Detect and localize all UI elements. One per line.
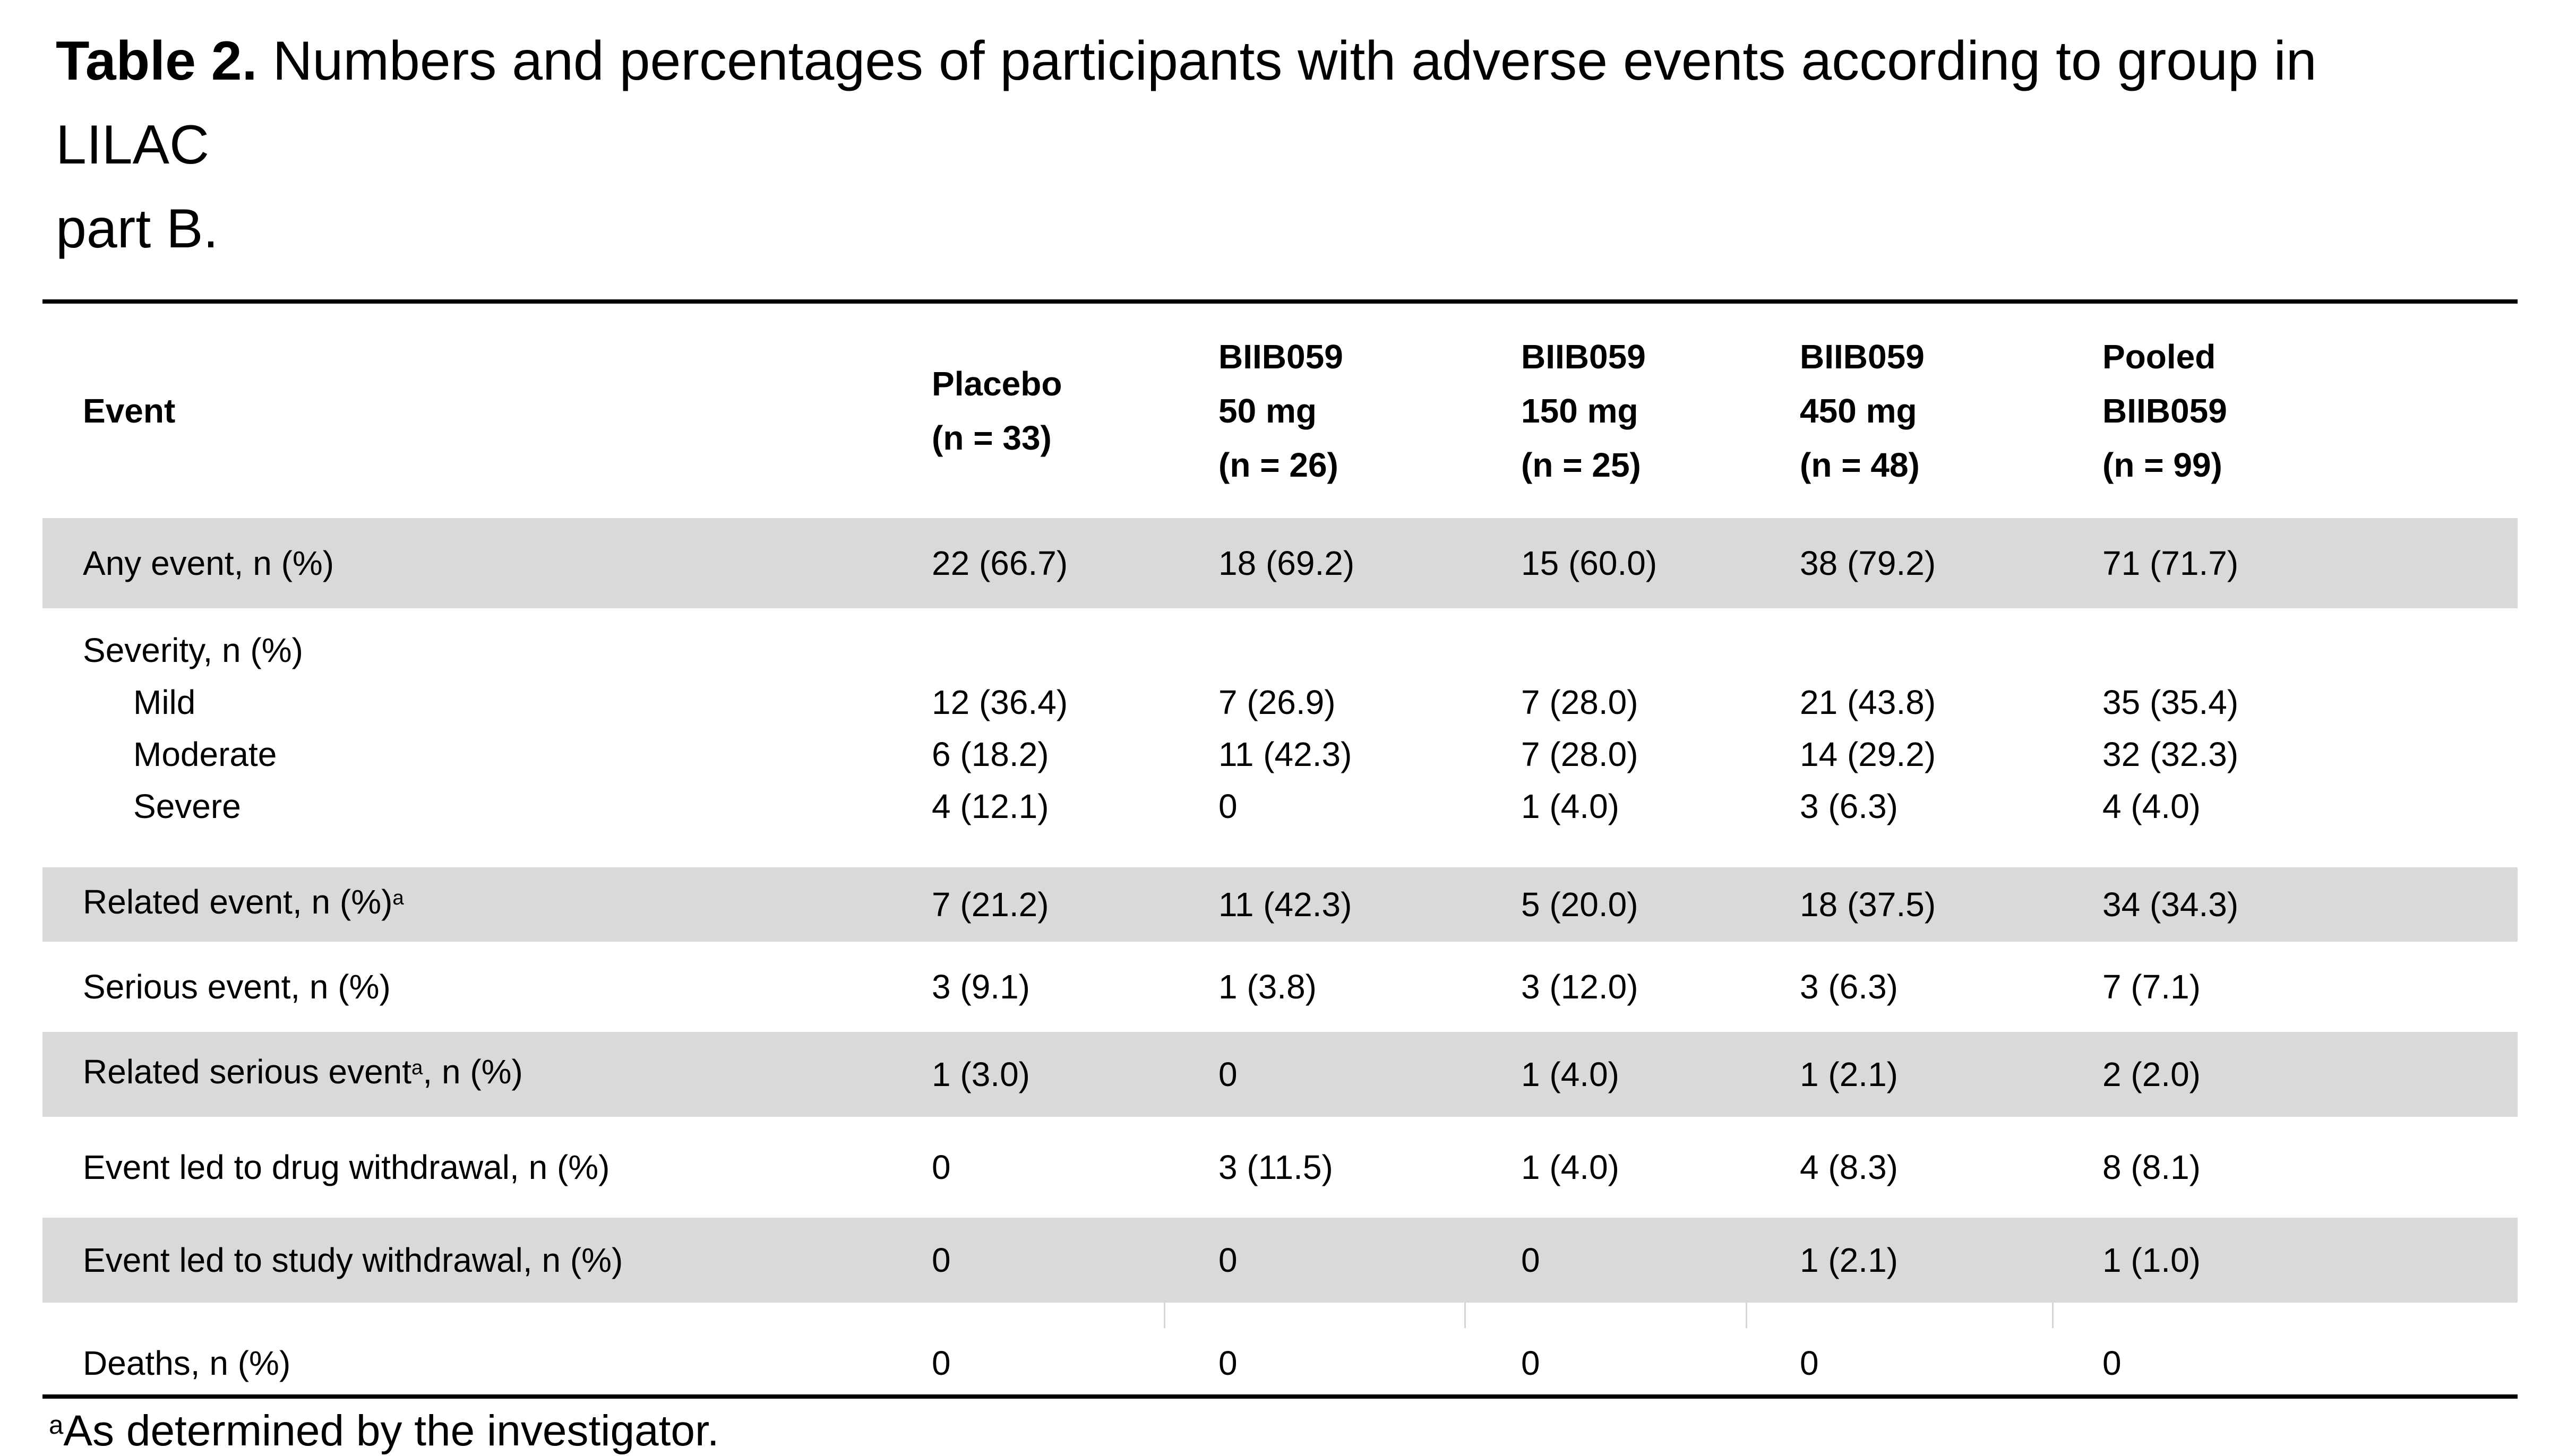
cell-value: 1 (3.8): [1218, 968, 1317, 1006]
cell-value: 0: [1218, 1055, 1238, 1093]
cell-value: 18 (69.2): [1218, 544, 1355, 582]
footnote-marker: a: [411, 1056, 423, 1079]
cell-value: 3 (6.3): [1800, 787, 1898, 825]
footnote-marker: a: [392, 886, 404, 909]
cell-value: 21 (43.8): [1800, 683, 1936, 721]
column-tick-line: [1464, 1303, 1466, 1328]
row-label: Related event, n (%)$^a$: [83, 883, 404, 921]
column-tick-line: [1746, 1303, 1747, 1328]
footnote-text: As determined by the investigator.: [63, 1407, 719, 1455]
table-row-related-event: [42, 867, 2518, 942]
table-row-related-serious-event: [42, 1032, 2518, 1117]
cell-value: 0: [1521, 1241, 1540, 1279]
table-row-deaths: [42, 1332, 2518, 1394]
cell-value: 1 (2.1): [1800, 1241, 1898, 1279]
cell-value: 4 (8.3): [1800, 1148, 1898, 1186]
cell-value: 7 (26.9): [1218, 683, 1336, 721]
table-title-line2: part B.: [56, 198, 219, 260]
cell-value: 0: [1218, 787, 1238, 825]
column-tick-line: [2052, 1303, 2054, 1328]
table-bottom-rule: [42, 1394, 2518, 1399]
cell-value: 15 (60.0): [1521, 544, 1658, 582]
cell-value: 0: [2102, 1344, 2122, 1382]
row-label: Serious event, n (%): [83, 968, 391, 1006]
table-title-line1: [56, 19, 2445, 187]
footnote-marker: a: [49, 1410, 64, 1440]
cell-value: 0: [932, 1344, 951, 1382]
table-footnote: [49, 1406, 2559, 1456]
cell-value: 0: [1800, 1344, 1819, 1382]
table-row-any-event: [42, 518, 2518, 608]
cell-value: 11 (42.3): [1218, 735, 1352, 773]
cell-value: 71 (71.7): [2102, 544, 2239, 582]
cell-value: 3 (9.1): [932, 968, 1030, 1006]
column-separator-gap: [42, 1303, 2518, 1332]
table-row-drug-withdrawal: [42, 1117, 2518, 1218]
cell-value: 11 (42.3): [1218, 885, 1352, 924]
cell-value: 8 (8.1): [2102, 1148, 2201, 1186]
table-row-severe: [42, 780, 2518, 832]
cell-value: 7 (28.0): [1521, 683, 1638, 721]
cell-value: 14 (29.2): [1800, 735, 1936, 773]
cell-value: 38 (79.2): [1800, 544, 1936, 582]
cell-value: 3 (12.0): [1521, 968, 1638, 1006]
column-header-pooled-biib059: Pooled BIIB059 (n = 99): [2102, 338, 2227, 484]
table-row-mild: [42, 676, 2518, 728]
cell-value: 0: [1218, 1241, 1238, 1279]
table-number-label: Table 2.: [56, 30, 257, 92]
cell-value: 4 (4.0): [2102, 787, 2201, 825]
row-label: Severity, n (%): [83, 631, 303, 669]
table-row-moderate: [42, 728, 2518, 780]
row-label: Event led to study withdrawal, n (%): [83, 1241, 623, 1279]
table-title-text: Numbers and percentages of participants with adverse events according to group in LILAC: [56, 30, 2317, 176]
cell-value: 22 (66.7): [932, 544, 1068, 582]
cell-value: 1 (4.0): [1521, 1055, 1619, 1093]
cell-value: 3 (11.5): [1218, 1148, 1333, 1186]
cell-value: 0: [932, 1148, 951, 1186]
cell-value: 7 (28.0): [1521, 735, 1638, 773]
cell-value: 1 (1.0): [2102, 1241, 2201, 1279]
table-top-rule: [42, 299, 2518, 304]
cell-value: 12 (36.4): [932, 683, 1068, 721]
row-label: Mild: [133, 683, 196, 721]
cell-value: 6 (18.2): [932, 735, 1049, 773]
cell-value: 3 (6.3): [1800, 968, 1898, 1006]
column-header-biib059-150mg: BIIB059 150 mg (n = 25): [1521, 338, 1646, 484]
cell-value: 1 (3.0): [932, 1055, 1030, 1093]
row-label: Any event, n (%): [83, 544, 334, 582]
cell-value: 1 (2.1): [1800, 1055, 1898, 1093]
cell-value: 4 (12.1): [932, 787, 1049, 825]
row-label: Moderate: [133, 735, 277, 773]
column-tick-line: [1164, 1303, 1165, 1328]
cell-value: 18 (37.5): [1800, 885, 1936, 924]
cell-value: 32 (32.3): [2102, 735, 2239, 773]
cell-value: 1 (4.0): [1521, 1148, 1619, 1186]
column-header-placebo: Placebo (n = 33): [932, 365, 1062, 457]
row-label: Deaths, n (%): [83, 1344, 291, 1382]
column-header-biib059-450mg: BIIB059 450 mg (n = 48): [1800, 338, 1925, 484]
cell-value: 1 (4.0): [1521, 787, 1619, 825]
paper-table-page: [0, 19, 2559, 1455]
table-row-study-withdrawal: [42, 1218, 2518, 1303]
cell-value: 35 (35.4): [2102, 683, 2239, 721]
cell-value: 2 (2.0): [2102, 1055, 2201, 1093]
column-header-biib059-50mg: BIIB059 50 mg (n = 26): [1218, 338, 1343, 484]
cell-value: 0: [1521, 1344, 1540, 1382]
row-label: Event led to drug withdrawal, n (%): [83, 1148, 610, 1186]
table-title: [56, 19, 2445, 271]
cell-value: 0: [932, 1241, 951, 1279]
table-header-row: [42, 304, 2518, 518]
table-row-severity: [42, 624, 2518, 676]
severity-row-group: [42, 608, 2518, 867]
cell-value: 34 (34.3): [2102, 885, 2239, 924]
cell-value: 5 (20.0): [1521, 885, 1638, 924]
cell-value: 7 (21.2): [932, 885, 1049, 924]
row-label: Severe: [133, 787, 241, 825]
cell-value: 0: [1218, 1344, 1238, 1382]
cell-value: 7 (7.1): [2102, 968, 2201, 1006]
adverse-events-table: [42, 299, 2518, 1399]
table-row-serious-event: [42, 942, 2518, 1032]
column-header-event: Event: [83, 392, 176, 430]
row-label: Related serious event$^a$, n (%): [83, 1053, 523, 1091]
